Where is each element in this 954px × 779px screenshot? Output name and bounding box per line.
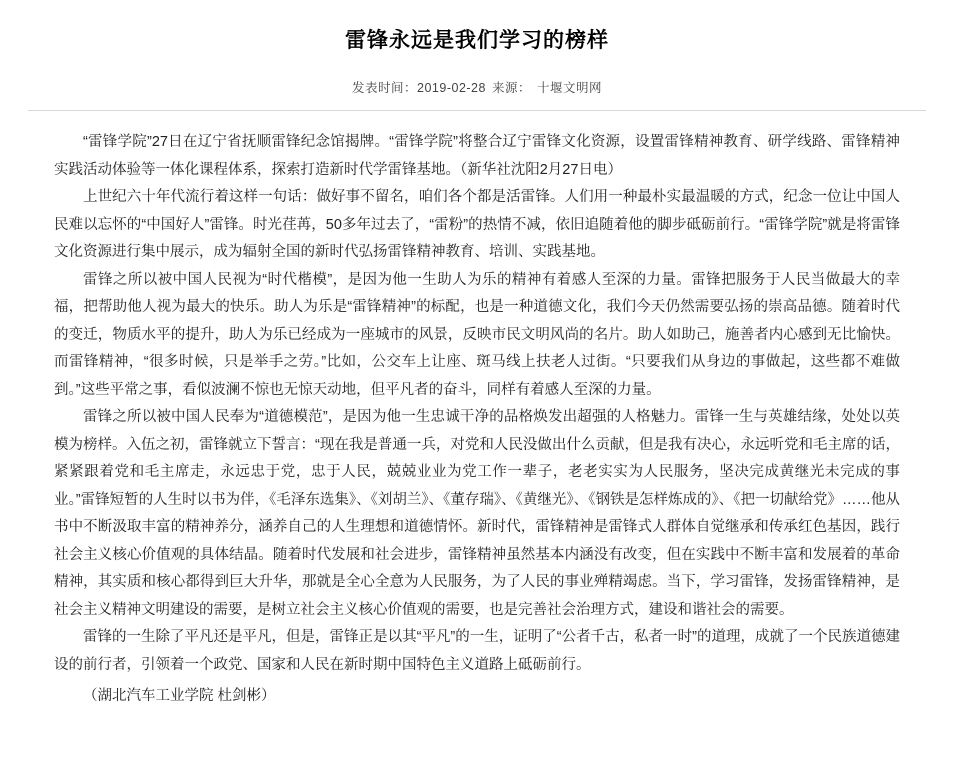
article-paragraph: 雷锋之所以被中国人民视为“时代楷模”，是因为他一生助人为乐的精神有着感人至深的力量。雷锋把服务于人民当做最大的幸福，把帮助他人视为最大的快乐。助人为乐是“雷锋精神”的标配，也是一种道德文化，我们今天仍然需要弘扬的崇高品德。随着时代的变迁，物质水平的提升，助人为乐已经成为一座城市的风景，反映市民文明风尚的名片。助人如助己，施善者内心感到无比愉快。而雷锋精神，“很多时候，只是举手之劳。”比如，公交车上让座、斑马线上扶老人过街。“只要我们从身边的事做起，这些都不难做到。”这些平常之事，看似波澜不惊也无惊天动地，但平凡者的奋斗，同样有着感人至深的力量。: [54, 271, 900, 398]
article-paragraph: 雷锋的一生除了平凡还是平凡，但是，雷锋正是以其“平凡”的一生，证明了“公者千古，私者一时”的道理，成就了一个民族道德建设的前行者，引领着一个政党、国家和人民在新时期中国特色主义道路上砥砺前行。: [54, 629, 900, 673]
source-name: 十堰文明网: [536, 81, 602, 95]
publish-date: 2019-02-28: [417, 81, 486, 95]
header-divider: [28, 110, 926, 111]
publish-time-label: 发表时间：: [352, 81, 418, 95]
article-page: [0, 26, 954, 779]
source-label: 来源：: [491, 81, 531, 95]
article-body: [28, 129, 926, 679]
article-paragraph: 雷锋之所以被中国人民奉为“道德模范”，是因为他一生忠诚干净的品格焕发出超强的人格魅力。雷锋一生与英雄结缘，处处以英模为榜样。入伍之初，雷锋就立下誓言：“现在我是普通一兵，对党和人民没做出什么贡献，但是我有决心，永远听党和毛主席的话，紧紧跟着党和毛主席走，永远忠于党，忠于人民，兢兢业业为党工作一辈子，老老实实为人民服务，坚决完成黄继光未完成的事业。”雷锋短暂的人生时以书为伴，《毛泽东选集》、《刘胡兰》、《董存瑞》、《黄继光》、《钢铁是怎样炼成的》、《把一切献给党》……他从书中不断汲取丰富的精神养分，涵养自己的人生理想和道德情怀。新时代，雷锋精神是雷锋式人群体自觉继承和传承红色基因，践行社会主义核心价值观的具体结晶。随着时代发展和社会进步，雷锋精神虽然基本内涵没有改变，但在实践中不断丰富和发展着的革命精神，其实质和核心都得到巨大升华，那就是全心全意为人民服务，为了人民的事业殚精竭虑。当下，学习雷锋，发扬雷锋精神，是社会主义精神文明建设的需要，是树立社会主义核心价值观的需要，也是完善社会治理方式，建设和谐社会的需要。: [54, 409, 900, 618]
article-paragraph: “雷锋学院”27日在辽宁省抚顺雷锋纪念馆揭牌。“雷锋学院”将整合辽宁雷锋文化资源，设置雷锋精神教育、研学线路、雷锋精神实践活动体验等一体化课程体系，探索打造新时代学雷锋基地。（新华社沈阳2月27日电）: [54, 134, 900, 178]
article-signature: （湖北汽车工业学院 杜剑彬）: [83, 688, 276, 704]
article-paragraph: 上世纪六十年代流行着这样一句话：做好事不留名，咱们各个都是活雷锋。人们用一种最朴实最温暖的方式，纪念一位让中国人民难以忘怀的“中国好人”雷锋。时光荏苒，50多年过去了，“雷粉”的热情不减，依旧追随着他的脚步砥砺前行。“雷锋学院”就是将雷锋文化资源进行集中展示，成为辐射全国的新时代弘扬雷锋精神教育、培训、实践基地。: [54, 189, 900, 260]
page-title: 雷锋永远是我们学习的榜样: [345, 29, 609, 52]
article-meta: [28, 78, 926, 96]
